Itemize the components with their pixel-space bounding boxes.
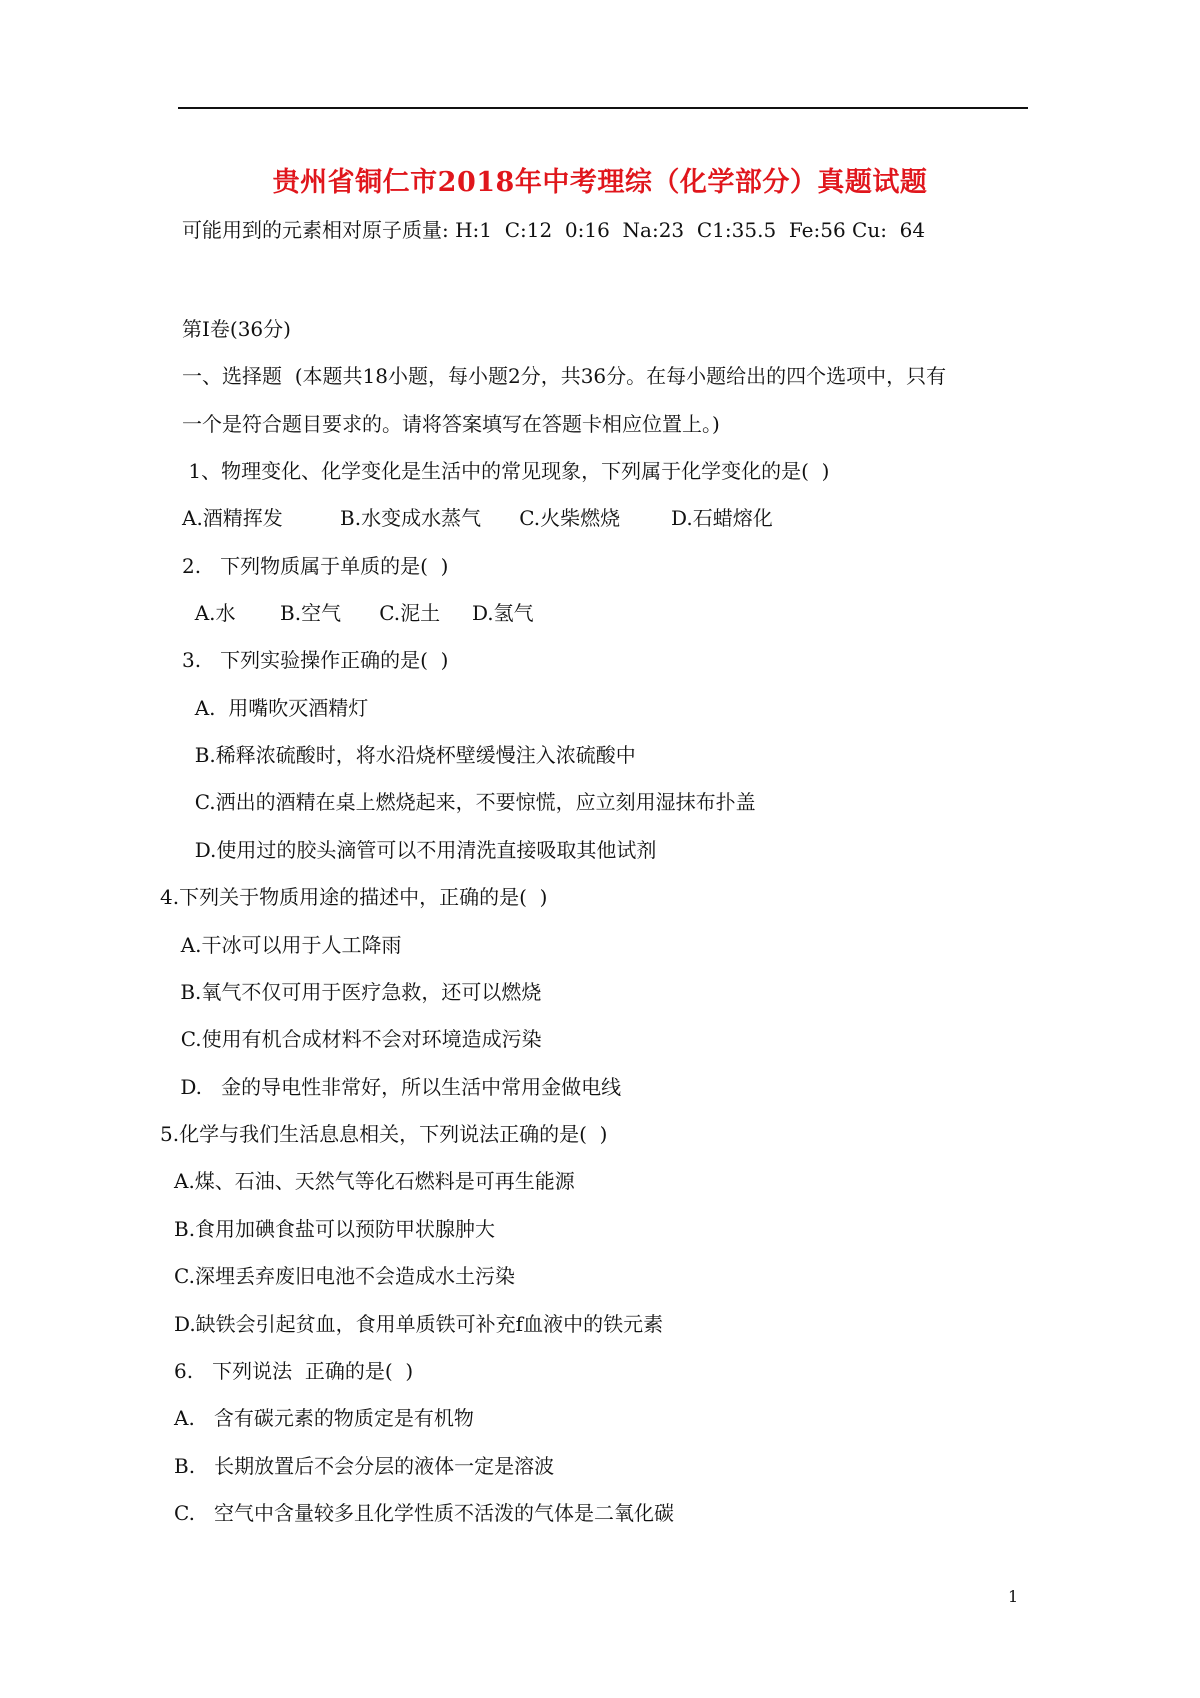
question-6-option-c: C. 空气中含量较多且化学性质不活泼的气体是二氧化碳 (174, 1501, 675, 1525)
question-4-option-c: C.使用有机合成材料不会对环境造成污染 (168, 1027, 542, 1051)
question-5-option-a: A.煤、石油、天然气等化石燃料是可再生能源 (174, 1169, 575, 1193)
question-3-option-c: C.洒出的酒精在桌上燃烧起来，不要惊慌，应立刻用湿抹布扑盖 (182, 790, 756, 814)
question-5-stem: 5.化学与我们生活息息相关，下列说法正确的是( ) (160, 1122, 608, 1146)
question-4-option-a: A.干冰可以用于人工降雨 (168, 933, 402, 957)
page-number: 1 (1008, 1587, 1019, 1606)
atomic-masses-note: 可能用到的元素相对原子质量: H:1 C:12 0:16 Na:23 C1:35.5 Fe:56 Cu: 64 (182, 218, 926, 242)
question-2-options: A.水 B.空气 C.泥土 D.氢气 (182, 601, 534, 625)
exam-title: 贵州省铜仁市2018年中考理综（化学部分）真题试题 (272, 167, 928, 198)
question-6-stem: 6. 下列说法 正确的是( ) (174, 1359, 414, 1383)
question-6-option-a: A. 含有碳元素的物质定是有机物 (174, 1406, 474, 1430)
question-1-stem: 1、物理变化、化学变化是生活中的常见现象，下列属于化学变化的是( ) (182, 459, 830, 483)
question-3-option-d: D.使用过的胶头滴管可以不用清洗直接吸取其他试剂 (182, 838, 657, 862)
question-5-option-b: B.食用加碘食盐可以预防甲状腺肿大 (174, 1217, 496, 1241)
question-3-option-a: A. 用嘴吹灭酒精灯 (182, 696, 369, 720)
question-6-option-b: B. 长期放置后不会分层的液体一定是溶波 (174, 1454, 555, 1478)
question-4-stem: 4.下列关于物质用途的描述中，正确的是( ) (160, 885, 548, 909)
question-1-options: A.酒精挥发 B.水变成水蒸气 C.火柴燃烧 D.石蜡熔化 (182, 506, 773, 530)
header-rule (178, 107, 1028, 109)
instructions-line-1: 一、选择题 (本题共18小题，每小题2分，共36分。在每小题给出的四个选项中，只有 (182, 364, 947, 388)
question-5-option-c: C.深埋丢弃废旧电池不会造成水土污染 (174, 1264, 515, 1288)
instructions-line-2: 一个是符合题目要求的。请将答案填写在答题卡相应位置上。) (182, 412, 720, 436)
question-2-stem: 2. 下列物质属于单质的是( ) (182, 554, 449, 578)
question-4-option-b: B.氧气不仅可用于医疗急救，还可以燃烧 (174, 980, 542, 1004)
question-3-stem: 3. 下列实验操作正确的是( ) (182, 648, 449, 672)
section-heading: 第Ⅰ卷(36分) (182, 317, 291, 341)
question-4-option-d: D. 金的导电性非常好，所以生活中常用金做电线 (174, 1075, 622, 1099)
question-3-option-b: B.稀释浓硫酸时，将水沿烧杯壁缓慢注入浓硫酸中 (182, 743, 636, 767)
question-5-option-d: D.缺铁会引起贫血，食用单质铁可补充f血液中的铁元素 (174, 1312, 664, 1336)
